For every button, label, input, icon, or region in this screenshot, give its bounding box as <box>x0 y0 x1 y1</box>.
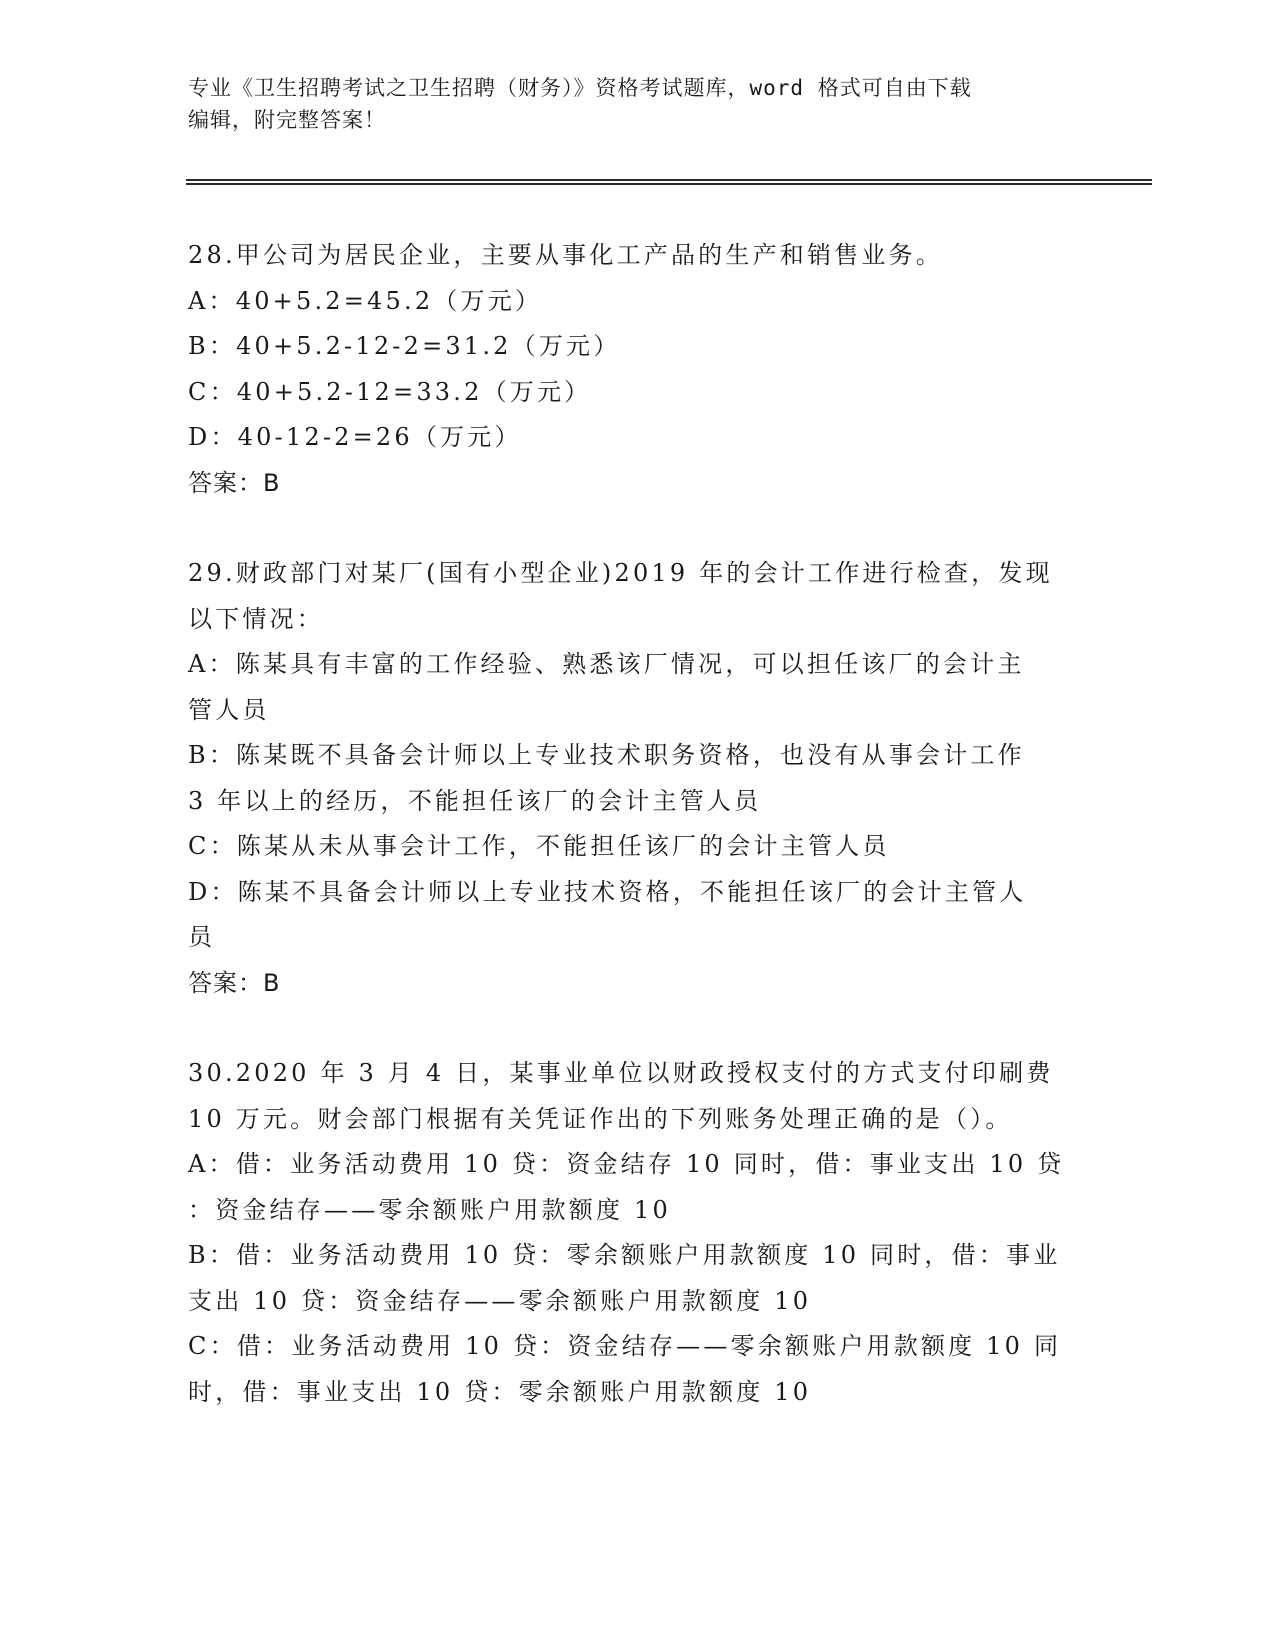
header-divider <box>186 179 1152 185</box>
question-stem: 28.甲公司为居民企业，主要从事化工产品的生产和销售业务。 <box>188 241 943 269</box>
option-b-continued: 支出 10 贷：资金结存——零余额账户用款额度 10 <box>188 1286 812 1315</box>
option-a: A：40+5.2=45.2（万元） <box>188 286 543 315</box>
header-line-1: 专业《卫生招聘考试之卫生招聘（财务）》资格考试题库，word 格式可自由下载 <box>188 76 972 100</box>
option-a-continued: ：资金结存——零余额账户用款额度 10 <box>188 1195 671 1224</box>
question-list <box>188 233 1088 1415</box>
option-b: B：借：业务活动费用 10 贷：零余额账户用款额度 10 同时，借：事业 <box>188 1241 1061 1269</box>
option-b-continued: 3 年以上的经历，不能担任该厂的会计主管人员 <box>188 786 762 815</box>
question-stem: 29.财政部门对某厂(国有小型企业)2019 年的会计工作进行检查，发现 <box>188 559 1053 587</box>
option-a-continued: 管人员 <box>188 695 270 724</box>
question-stem-continued: 10 万元。财会部门根据有关凭证作出的下列账务处理正确的是（）。 <box>188 1104 1013 1133</box>
option-d: D：陈某不具备会计师以上专业技术资格，不能担任该厂的会计主管人 <box>188 877 1027 906</box>
question-28 <box>188 233 1088 506</box>
option-a: A：陈某具有丰富的工作经验、熟悉该厂情况，可以担任该厂的会计主 <box>188 650 1025 678</box>
option-d-continued: 员 <box>188 923 216 951</box>
option-d: D：40-12-2=26（万元） <box>188 423 522 451</box>
question-29 <box>188 551 1088 1006</box>
answer: 答案：B <box>188 968 281 997</box>
question-stem-continued: 以下情况： <box>188 604 324 633</box>
option-b: B：40+5.2-12-2=31.2（万元） <box>188 332 621 360</box>
answer: 答案：B <box>188 468 281 497</box>
option-c: C：借：业务活动费用 10 贷：资金结存——零余额账户用款额度 10 同 <box>188 1332 1062 1360</box>
option-c-continued: 时，借：事业支出 10 贷：零余额账户用款额度 10 <box>188 1377 812 1406</box>
option-b: B：陈某既不具备会计师以上专业技术职务资格，也没有从事会计工作 <box>188 741 1025 769</box>
option-c: C：陈某从未从事会计工作，不能担任该厂的会计主管人员 <box>188 832 890 860</box>
option-c: C：40+5.2-12=33.2（万元） <box>188 377 592 406</box>
question-stem: 30.2020 年 3 月 4 日，某事业单位以财政授权支付的方式支付印刷费 <box>188 1059 1054 1087</box>
option-a: A：借：业务活动费用 10 贷：资金结存 10 同时，借：事业支出 10 贷 <box>188 1150 1065 1178</box>
header-line-2: 编辑，附完整答案！ <box>188 108 386 132</box>
document-header <box>188 72 1088 136</box>
question-30 <box>188 1051 1088 1415</box>
